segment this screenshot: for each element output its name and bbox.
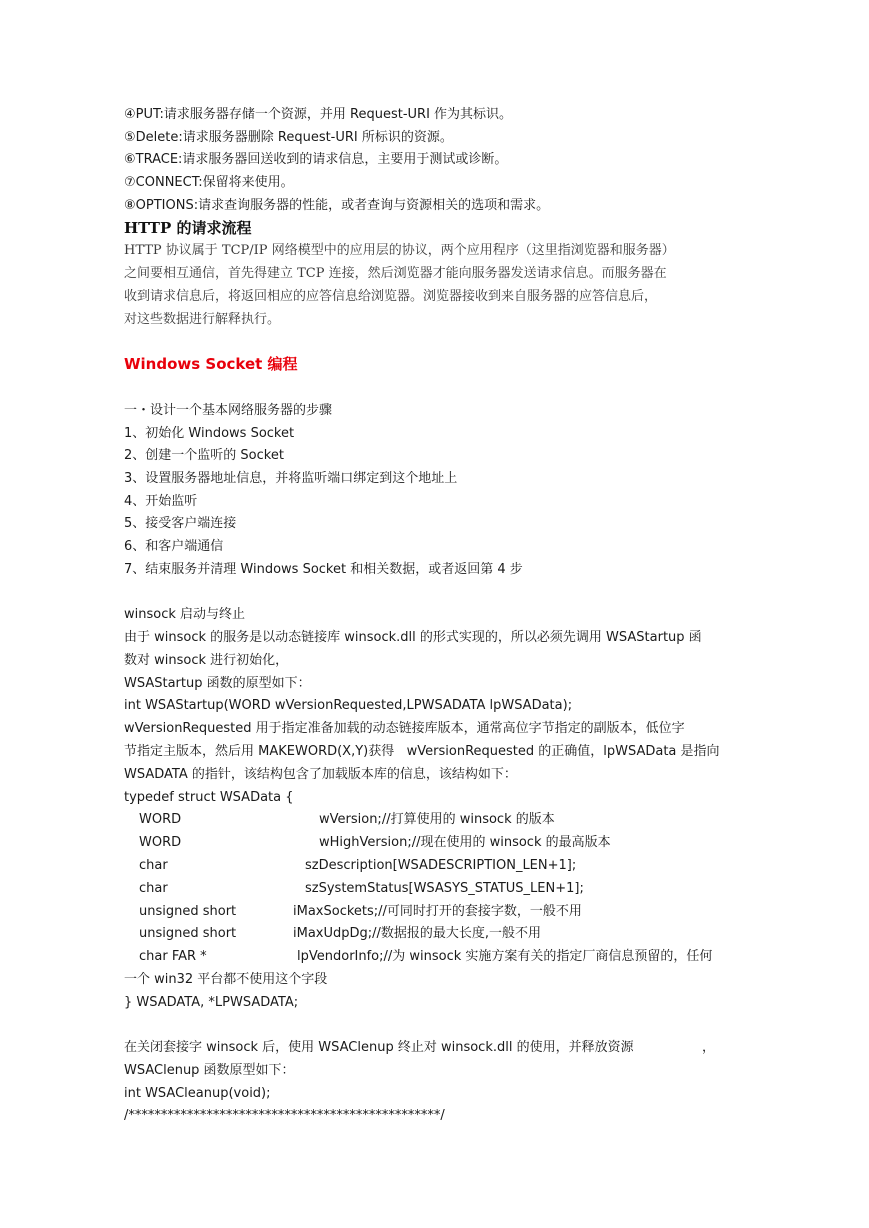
struct-field-type: char (139, 858, 168, 873)
struct-field-type: unsigned short (139, 904, 237, 919)
winsock-line: int WSAStartup(WORD wVersionRequested,LPWSADATA lpWSAData); (124, 698, 573, 713)
struct-field-member: wVersion;//打算使用的 winsock 的版本 (319, 812, 555, 827)
method-delete: ⑤Delete:请求服务器删除 Request-URI 所标识的资源。 (124, 130, 453, 145)
http-flow-line: 对这些数据进行解释执行。 (124, 312, 281, 327)
step-item: 4、开始监听 (124, 494, 198, 509)
struct-field-type: WORD (139, 812, 182, 827)
struct-field-member: lpVendorInfo;//为 winsock 实施方案有关的指定厂商信息预留的，任何 (297, 949, 713, 964)
struct-field-type: char FAR * (139, 949, 207, 964)
struct-field-continuation: 一个 win32 平台都不使用这个字段 (124, 972, 328, 987)
step-item: 6、和客户端通信 (124, 539, 224, 554)
http-flow-line: 收到请求信息后，将返回相应的应答信息给浏览器。浏览器接收到来自服务器的应答信息后， (124, 289, 658, 304)
step-item: 7、结束服务并清理 Windows Socket 和相关数据，或者返回第 4 步 (124, 562, 523, 577)
winsock-line: WSADATA 的指针，该结构包含了加载版本库的信息，该结构如下： (124, 767, 517, 782)
struct-field-member: iMaxSockets;//可同时打开的套接字数，一般不用 (293, 904, 582, 919)
struct-field-type: char (139, 881, 168, 896)
struct-field-member: szSystemStatus[WSASYS_STATUS_LEN+1]; (305, 881, 584, 896)
struct-open: typedef struct WSAData { (124, 790, 294, 805)
struct-field-member: wHighVersion;//现在使用的 winsock 的最高版本 (319, 835, 611, 850)
steps-heading: 一・设计一个基本网络服务器的步骤 (124, 403, 333, 418)
struct-field-member: szDescription[WSADESCRIPTION_LEN+1]; (305, 858, 577, 873)
http-flow-line: HTTP 协议属于 TCP/IP 网络模型中的应用层的协议，两个应用程序（这里指浏览器和服务器） (124, 243, 675, 258)
struct-close: } WSADATA, *LPWSADATA; (124, 995, 299, 1010)
comment-separator: /************************************************/ (124, 1108, 445, 1123)
method-options: ⑧OPTIONS:请求查询服务器的性能，或者查询与资源相关的选项和需求。 (124, 198, 550, 213)
struct-field-type: unsigned short (139, 926, 237, 941)
step-item: 5、接受客户端连接 (124, 516, 237, 531)
cleanup-line: int WSACleanup(void); (124, 1086, 271, 1101)
struct-field-type: WORD (139, 835, 182, 850)
step-item: 2、创建一个监听的 Socket (124, 448, 284, 463)
winsock-line: wVersionRequested 用于指定准备加载的动态链接库版本，通常高位字节指定的副版本，低位字 (124, 721, 685, 736)
struct-field-member: iMaxUdpDg;//数据报的最大长度,一般不用 (293, 926, 542, 941)
winsock-line: 数对 winsock 进行初始化， (124, 653, 289, 668)
winsock-line: 由于 winsock 的服务是以动态链接库 winsock.dll 的形式实现的，所以必须先调用 WSAStartup 函 (124, 630, 702, 645)
winsock-line: WSAStartup 函数的原型如下： (124, 676, 311, 691)
method-put: ④PUT:请求服务器存储一个资源，并用 Request-URI 作为其标识。 (124, 107, 513, 122)
http-flow-line: 之间要相互通信，首先得建立 TCP 连接，然后浏览器才能向服务器发送请求信息。而服务器在 (124, 266, 667, 281)
http-flow-heading: HTTP 的请求流程 (124, 219, 252, 237)
winsock-line: 节指定主版本，然后用 MAKEWORD(X,Y)获得 wVersionRequested 的正确值，lpWSAData 是指向 (124, 744, 720, 759)
socket-section-title: Windows Socket 编程 (124, 355, 298, 373)
winsock-line: winsock 启动与终止 (124, 607, 246, 622)
method-connect: ⑦CONNECT:保留将来使用。 (124, 175, 294, 190)
step-item: 1、初始化 Windows Socket (124, 426, 295, 441)
cleanup-line: 在关闭套接字 winsock 后，使用 WSAClenup 终止对 winsock.dll 的使用，并释放资源 (124, 1040, 634, 1055)
cleanup-comma: ， (702, 1040, 716, 1055)
step-item: 3、设置服务器地址信息，并将监听端口绑定到这个地址上 (124, 471, 458, 486)
cleanup-line: WSAClenup 函数原型如下： (124, 1063, 295, 1078)
method-trace: ⑥TRACE:请求服务器回送收到的请求信息，主要用于测试或诊断。 (124, 152, 508, 167)
